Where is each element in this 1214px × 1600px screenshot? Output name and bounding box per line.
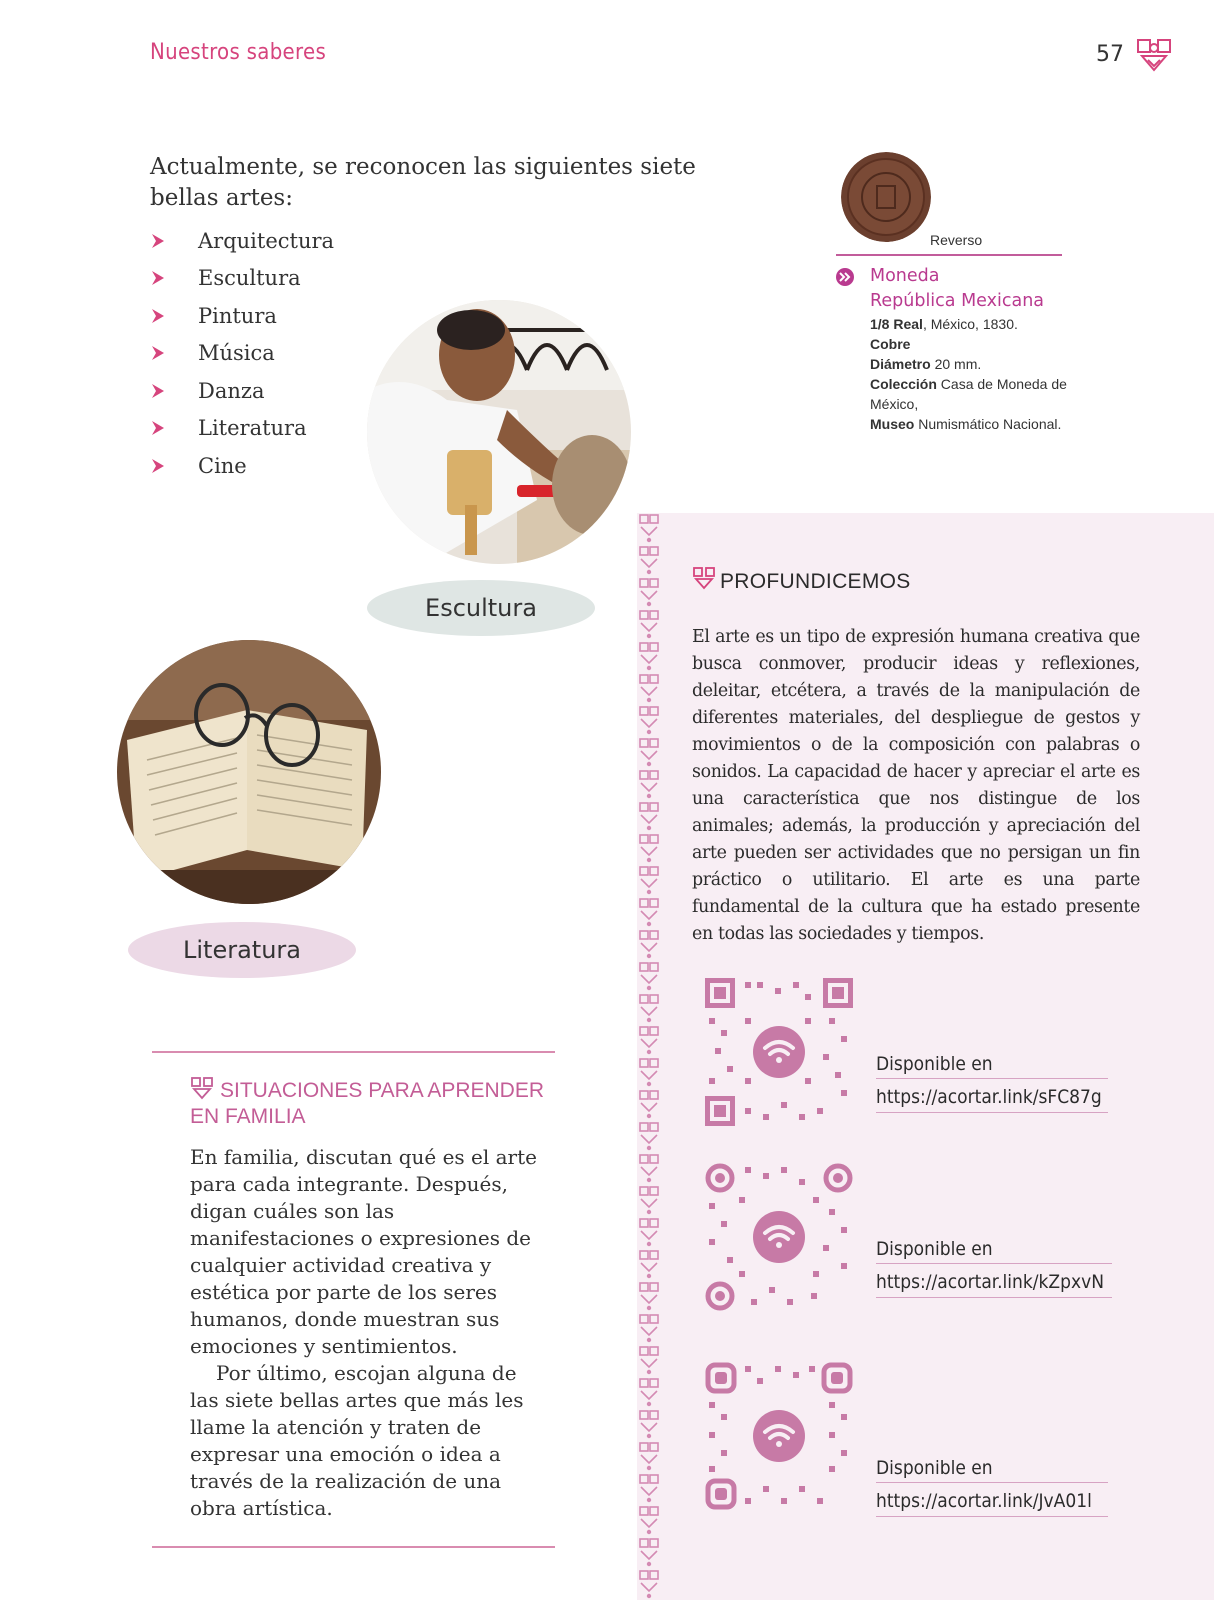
coin-material: Cobre: [870, 336, 911, 352]
list-item-label: Cine: [198, 453, 247, 478]
qr-divider: [876, 1516, 1108, 1517]
situaciones-title-text: SITUACIONES PARA APRENDER EN FAMILIA: [190, 1079, 545, 1128]
arrow-icon: [150, 232, 168, 250]
situaciones-paragraph: Por último, escojan alguna de las siete bellas artes que más les llame la atención y traten de expresar una emoción o idea a través de la realización de una obra artística.: [190, 1361, 524, 1520]
list-item: [150, 335, 334, 373]
section-rule-top: [152, 1051, 555, 1053]
arts-list: [150, 222, 334, 485]
list-item-label: Escultura: [198, 266, 301, 291]
coin-title-line2: República Mexicana: [870, 291, 1045, 311]
ornament-icon: [1134, 36, 1174, 76]
section-rule-bottom: [152, 1546, 555, 1548]
qr-label: Disponible en: [876, 1053, 993, 1075]
page-number: 57: [1096, 42, 1124, 67]
running-header: Nuestros saberes: [150, 40, 327, 65]
qr-link[interactable]: https://acortar.link/sFC87g: [876, 1086, 1102, 1108]
coin-diameter-value: 20 mm.: [930, 356, 982, 372]
list-item: [150, 222, 334, 260]
sculptor-photo: [367, 300, 631, 564]
intro-text: Actualmente, se reconocen las siguientes siete bellas artes:: [150, 154, 696, 211]
book-illustration: [117, 640, 381, 904]
qr-link[interactable]: https://acortar.link/kZpxvN: [876, 1271, 1104, 1293]
arrow-icon: [150, 457, 168, 475]
qr-divider: [876, 1297, 1112, 1298]
qr-label: Disponible en: [876, 1457, 993, 1479]
coin-title-line1: Moneda: [870, 266, 940, 286]
list-item-label: Pintura: [198, 303, 277, 328]
profundicemos-title: PROFUNDICEMOS: [720, 570, 911, 593]
qr-label: Disponible en: [876, 1238, 993, 1260]
situaciones-title: [190, 1078, 570, 1130]
qr-code[interactable]: [705, 1163, 853, 1311]
coin-photo: [841, 152, 931, 242]
coin-diameter-label: Diámetro: [870, 356, 931, 372]
list-item: [150, 372, 334, 410]
literature-label: Literatura: [128, 922, 356, 978]
qr-code[interactable]: [705, 1362, 853, 1510]
list-item: [150, 410, 334, 448]
list-item: [150, 297, 334, 335]
coin-denomination: 1/8 Real: [870, 316, 923, 332]
ornament-icon: [692, 566, 716, 590]
profundicemos-text: El arte es un tipo de expresión humana creativa que busca conmover, producir ideas y reflexiones, deleitar, etcétera, a través de la manipulación de diferentes materiales, del despliegue de gestos y movimientos o de la composición con palabras o sonidos. La capacidad de hacer y apreciar el arte es una característica que nos distingue de los animales; además, la producción y apreciación del arte pueden ser actividades que no persigan un fin práctico o utilitario. El arte es una parte fundamental de la cultura que ha estado presente en todas las sociedades y tiempos.: [692, 627, 1140, 944]
coin-divider: [836, 254, 1062, 256]
coin-collection-value: Casa de Moneda de México,: [870, 376, 1067, 412]
sculpture-label: Escultura: [367, 580, 595, 636]
coin-details: [870, 314, 1070, 434]
coin-illustration: [841, 152, 931, 242]
decorative-border: [637, 513, 661, 1600]
qr-code[interactable]: [705, 978, 853, 1126]
sculptor-illustration: [367, 300, 631, 564]
coin-collection-label: Colección: [870, 376, 937, 392]
situaciones-paragraph: En familia, discutan qué es el arte para cada integrante. Después, digan cuáles son las manifestaciones o expresiones de cualquier actividad creativa y estética por parte de los seres humanos, donde muestran sus emociones y sentimientos.: [190, 1145, 537, 1358]
situaciones-body: [190, 1144, 550, 1522]
list-item: [150, 260, 334, 298]
arrow-icon: [150, 307, 168, 325]
list-item-label: Arquitectura: [198, 228, 335, 253]
coin-denomination-rest: , México, 1830.: [922, 316, 1018, 332]
qr-divider: [876, 1482, 1108, 1483]
coin-museum-label: Museo: [870, 416, 915, 432]
list-item-label: Literatura: [198, 416, 307, 441]
coin-title: [870, 264, 1044, 314]
coin-museum-value: Numismático Nacional.: [914, 416, 1062, 432]
book-photo: [117, 640, 381, 904]
coin-caption: Reverso: [930, 232, 983, 248]
list-item-label: Música: [198, 341, 275, 366]
arrow-icon: [150, 382, 168, 400]
qr-divider: [876, 1263, 1112, 1264]
list-item-label: Danza: [198, 378, 265, 403]
arrow-icon: [150, 419, 168, 437]
qr-divider: [876, 1078, 1108, 1079]
arrow-icon: [150, 269, 168, 287]
list-item: [150, 447, 334, 485]
double-chevron-icon: [836, 268, 854, 286]
qr-link[interactable]: https://acortar.link/JvA01l: [876, 1490, 1092, 1512]
qr-divider: [876, 1112, 1108, 1113]
arrow-icon: [150, 344, 168, 362]
